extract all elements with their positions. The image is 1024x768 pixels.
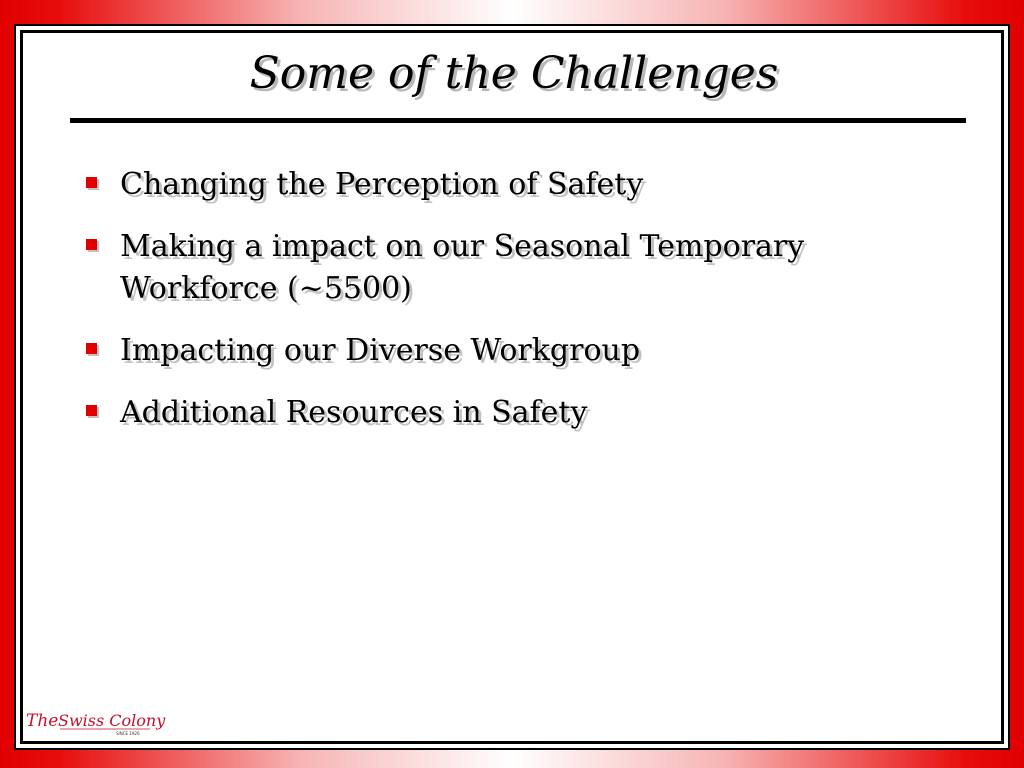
- bullet-text: Making a impact on our Seasonal Temporary Workforce (~5500): [120, 229, 805, 306]
- svg-text:SINCE 1926: SINCE 1926: [116, 731, 140, 736]
- title-divider: [70, 118, 966, 123]
- square-bullet-icon: [86, 239, 97, 250]
- bullet-item: [86, 392, 966, 434]
- bullet-list: [86, 164, 966, 454]
- slide: [14, 24, 1010, 750]
- bullet-item: [86, 330, 966, 372]
- svg-text:Swiss Colony: Swiss Colony: [58, 711, 166, 730]
- bullet-text: Additional Resources in Safety: [120, 395, 588, 430]
- swiss-colony-logo: [24, 704, 166, 738]
- square-bullet-icon: [86, 177, 97, 188]
- bullet-item: [86, 164, 966, 206]
- square-bullet-icon: [86, 405, 97, 416]
- svg-text:The: The: [26, 711, 59, 731]
- bullet-text: Impacting our Diverse Workgroup: [120, 333, 641, 368]
- slide-title: Some of the Challenges: [249, 48, 779, 99]
- bullet-item: [86, 226, 966, 310]
- square-bullet-icon: [86, 343, 97, 354]
- bullet-text: Changing the Perception of Safety: [120, 167, 644, 202]
